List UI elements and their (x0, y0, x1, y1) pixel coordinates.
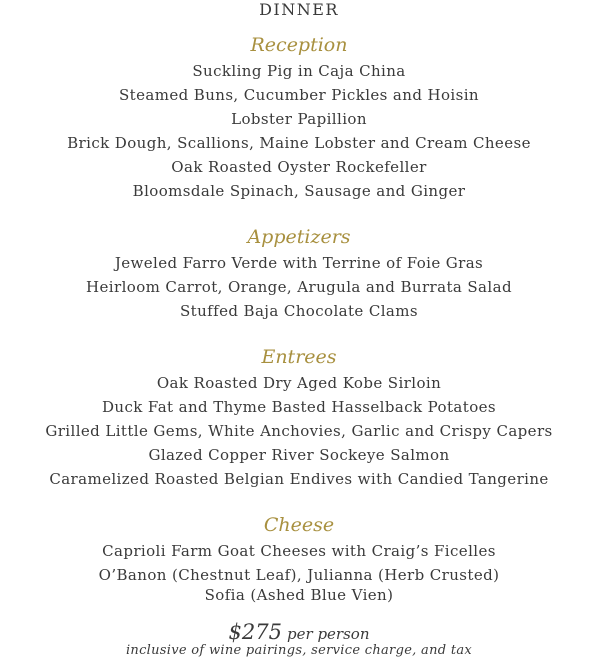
section-heading-appetizers: Appetizers (247, 226, 351, 248)
section-heading-cheese: Cheese (263, 514, 335, 536)
section-heading-entrees: Entrees (261, 346, 337, 368)
menu-item: Duck Fat and Thyme Basted Hasselback Potatoes (101, 398, 496, 416)
menu-item: Grilled Little Gems, White Anchovies, Garlic and Crispy Capers (45, 422, 553, 440)
menu-item: Bloomsdale Spinach, Sausage and Ginger (132, 182, 466, 200)
menu-item: Caprioli Farm Goat Cheeses with Craig’s Ficelles (102, 542, 496, 560)
menu-item: Jeweled Farro Verde with Terrine of Foie Gras (114, 254, 484, 272)
price-amount: $275 (228, 620, 282, 644)
menu-item: Suckling Pig in Caja China (192, 62, 406, 80)
menu-item: Heirloom Carrot, Orange, Arugula and Burrata Salad (86, 278, 512, 296)
menu-item: Steamed Buns, Cucumber Pickles and Hoisin (119, 86, 479, 104)
menu-item: Brick Dough, Scallions, Maine Lobster and Cream Cheese (67, 134, 531, 152)
menu-item: Sofia (Ashed Blue Vien) (204, 586, 394, 604)
menu-item: O’Banon (Chestnut Leaf), Julianna (Herb Crusted) (98, 566, 500, 584)
menu-item: Glazed Copper River Sockeye Salmon (148, 446, 450, 464)
menu-item: Lobster Papillion (231, 110, 367, 128)
price-note: inclusive of wine pairings, service charge, and tax (125, 643, 473, 658)
price-unit: per person (287, 625, 370, 643)
menu-item: Oak Roasted Dry Aged Kobe Sirloin (156, 374, 442, 392)
section-heading-reception: Reception (250, 34, 348, 56)
menu-title: DINNER (259, 0, 339, 19)
menu-item: Stuffed Baja Chocolate Clams (180, 302, 418, 320)
menu-item: Oak Roasted Oyster Rockefeller (171, 158, 427, 176)
menu-item: Caramelized Roasted Belgian Endives with Candied Tangerine (49, 470, 549, 488)
